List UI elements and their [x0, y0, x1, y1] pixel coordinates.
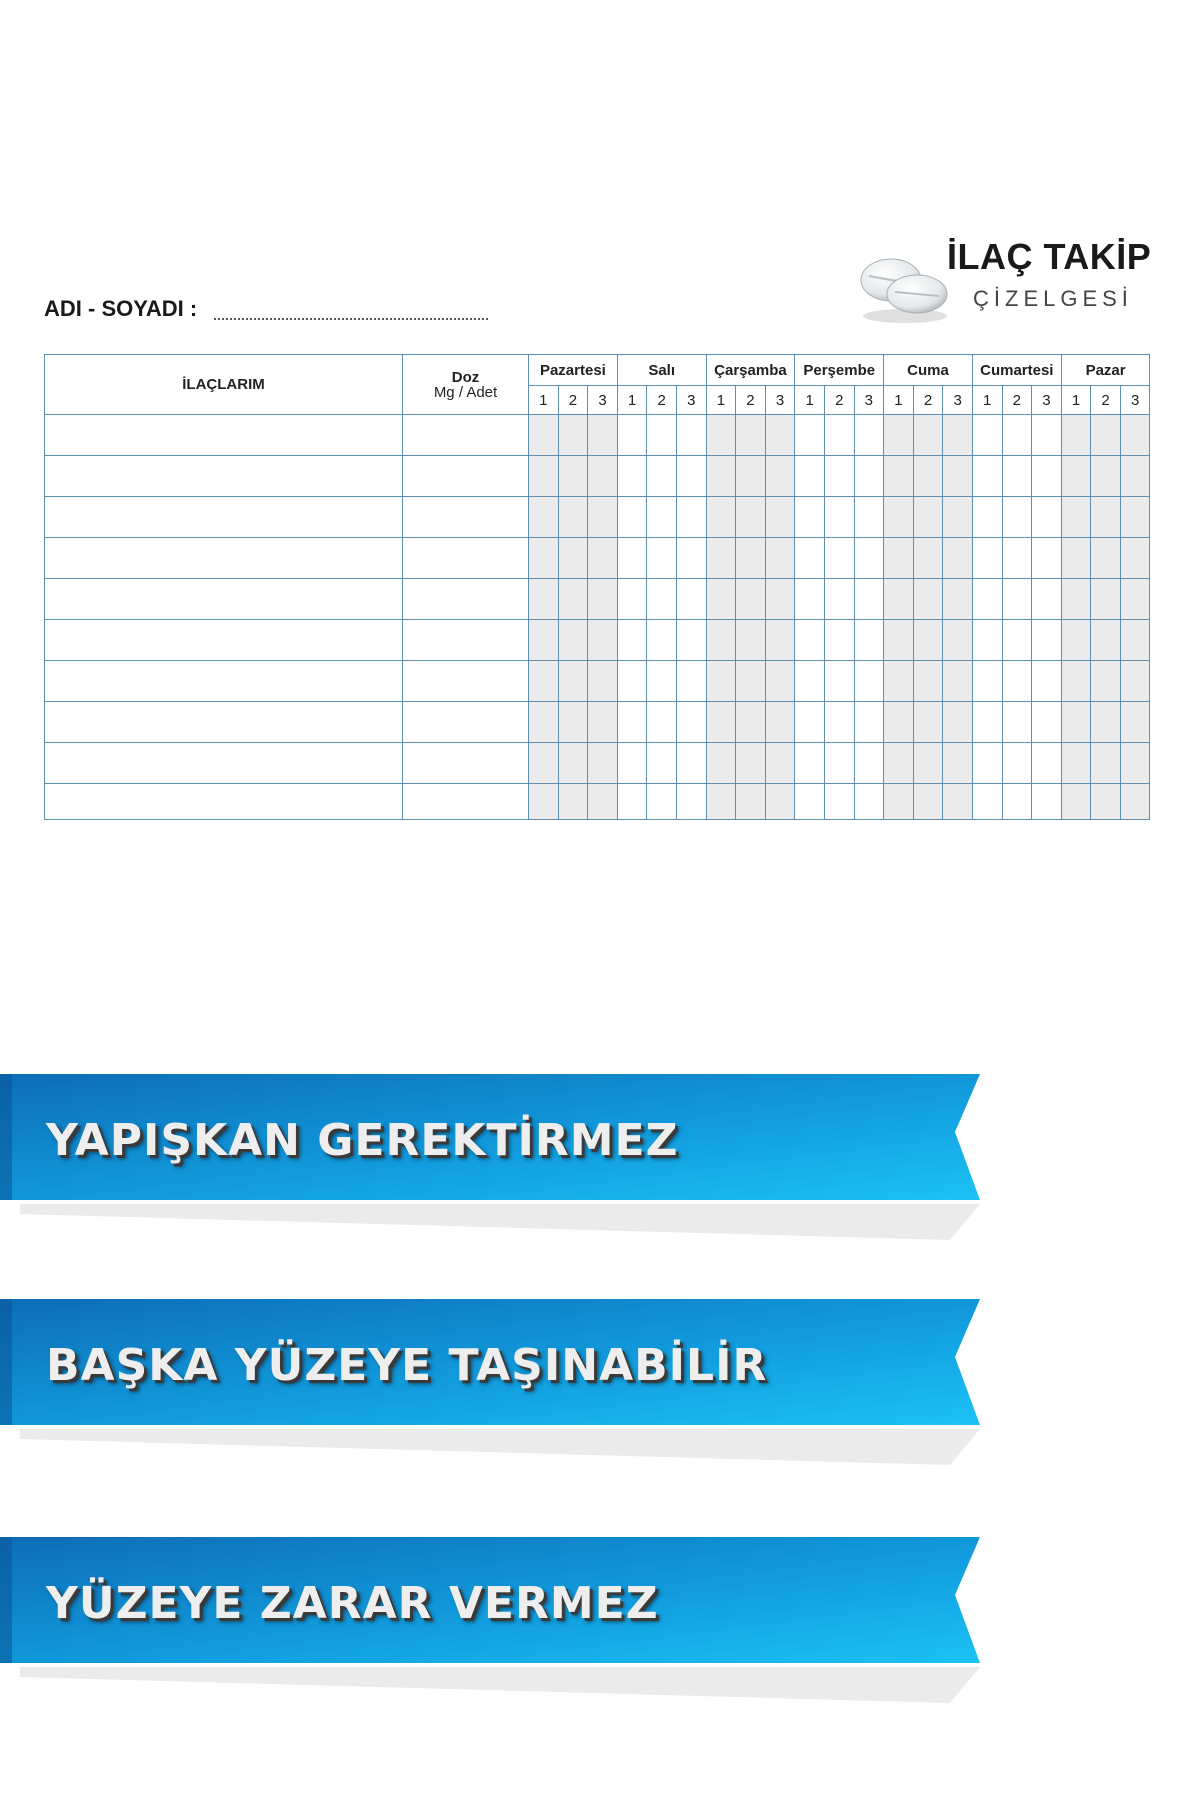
- check-cell[interactable]: [676, 415, 706, 456]
- check-cell[interactable]: [1032, 497, 1062, 538]
- day-header: Cuma: [884, 355, 973, 386]
- medicine-cell[interactable]: [45, 415, 403, 456]
- check-cell[interactable]: [824, 702, 854, 743]
- check-cell[interactable]: [736, 497, 766, 538]
- check-cell[interactable]: [1120, 661, 1150, 702]
- check-cell[interactable]: [617, 415, 647, 456]
- check-cell[interactable]: [824, 661, 854, 702]
- check-cell[interactable]: [588, 661, 618, 702]
- check-cell[interactable]: [617, 743, 647, 784]
- check-cell[interactable]: [529, 702, 559, 743]
- medicine-cell[interactable]: [45, 702, 403, 743]
- check-cell[interactable]: [854, 456, 884, 497]
- check-cell[interactable]: [1032, 456, 1062, 497]
- check-cell[interactable]: [795, 743, 825, 784]
- check-cell[interactable]: [943, 579, 973, 620]
- check-cell[interactable]: [706, 456, 736, 497]
- check-cell[interactable]: [765, 661, 795, 702]
- check-cell[interactable]: [736, 620, 766, 661]
- check-cell[interactable]: [529, 497, 559, 538]
- check-cell[interactable]: [588, 538, 618, 579]
- check-cell[interactable]: [854, 579, 884, 620]
- check-cell[interactable]: [972, 538, 1002, 579]
- check-cell[interactable]: [529, 620, 559, 661]
- check-cell[interactable]: [913, 784, 943, 820]
- check-cell[interactable]: [647, 456, 677, 497]
- slot-header: 2: [736, 386, 766, 415]
- check-cell[interactable]: [972, 661, 1002, 702]
- banner-shadow-3: [20, 1667, 980, 1707]
- check-cell[interactable]: [558, 497, 588, 538]
- check-cell[interactable]: [795, 538, 825, 579]
- check-cell[interactable]: [647, 743, 677, 784]
- check-cell[interactable]: [1002, 743, 1032, 784]
- slot-header: 2: [1002, 386, 1032, 415]
- slot-header: 1: [972, 386, 1002, 415]
- check-cell[interactable]: [1002, 661, 1032, 702]
- check-cell[interactable]: [765, 456, 795, 497]
- check-cell[interactable]: [884, 538, 914, 579]
- check-cell[interactable]: [795, 784, 825, 820]
- check-cell[interactable]: [617, 579, 647, 620]
- medication-chart: [44, 354, 1150, 820]
- check-cell[interactable]: [1061, 456, 1091, 497]
- check-cell[interactable]: [647, 702, 677, 743]
- check-cell[interactable]: [913, 415, 943, 456]
- check-cell[interactable]: [676, 784, 706, 820]
- slot-header: 3: [854, 386, 884, 415]
- check-cell[interactable]: [1091, 620, 1121, 661]
- check-cell[interactable]: [1061, 702, 1091, 743]
- check-cell[interactable]: [972, 784, 1002, 820]
- slot-header: 2: [647, 386, 677, 415]
- check-cell[interactable]: [765, 620, 795, 661]
- slot-header: 1: [1061, 386, 1091, 415]
- slot-header: 3: [588, 386, 618, 415]
- check-cell[interactable]: [1032, 415, 1062, 456]
- check-cell[interactable]: [1061, 415, 1091, 456]
- banner-text-3: YÜZEYE ZARAR VERMEZ: [46, 1578, 659, 1629]
- check-cell[interactable]: [558, 579, 588, 620]
- day-header: Pazar: [1061, 355, 1150, 386]
- check-cell[interactable]: [736, 702, 766, 743]
- check-cell[interactable]: [706, 579, 736, 620]
- check-cell[interactable]: [1061, 497, 1091, 538]
- check-cell[interactable]: [1002, 538, 1032, 579]
- pill-tablets-icon: [855, 246, 955, 326]
- check-cell[interactable]: [1120, 702, 1150, 743]
- check-cell[interactable]: [884, 497, 914, 538]
- slot-header: 2: [913, 386, 943, 415]
- check-cell[interactable]: [617, 497, 647, 538]
- check-cell[interactable]: [884, 661, 914, 702]
- check-cell[interactable]: [676, 497, 706, 538]
- check-cell[interactable]: [647, 497, 677, 538]
- check-cell[interactable]: [943, 538, 973, 579]
- dose-header-top: Doz: [451, 368, 480, 386]
- check-cell[interactable]: [558, 620, 588, 661]
- check-cell[interactable]: [824, 743, 854, 784]
- check-cell[interactable]: [824, 497, 854, 538]
- slot-header: 2: [824, 386, 854, 415]
- banner-text-1: YAPIŞKAN GEREKTİRMEZ: [46, 1115, 679, 1166]
- check-cell[interactable]: [588, 456, 618, 497]
- check-cell[interactable]: [884, 456, 914, 497]
- check-cell[interactable]: [1032, 784, 1062, 820]
- medicine-cell[interactable]: [45, 579, 403, 620]
- check-cell[interactable]: [1091, 702, 1121, 743]
- dose-cell[interactable]: [403, 620, 529, 661]
- check-cell[interactable]: [558, 538, 588, 579]
- check-cell[interactable]: [1002, 415, 1032, 456]
- check-cell[interactable]: [529, 661, 559, 702]
- check-cell[interactable]: [647, 784, 677, 820]
- check-cell[interactable]: [736, 743, 766, 784]
- check-cell[interactable]: [1002, 784, 1032, 820]
- check-cell[interactable]: [854, 497, 884, 538]
- dose-cell[interactable]: [403, 784, 529, 820]
- slot-header: 2: [558, 386, 588, 415]
- check-cell[interactable]: [1091, 579, 1121, 620]
- check-cell[interactable]: [854, 620, 884, 661]
- slot-header: 1: [617, 386, 647, 415]
- check-cell[interactable]: [529, 538, 559, 579]
- medication-row: [45, 415, 1150, 456]
- dose-cell[interactable]: [403, 661, 529, 702]
- dose-cell[interactable]: [403, 456, 529, 497]
- slot-header: 1: [529, 386, 559, 415]
- check-cell[interactable]: [1061, 620, 1091, 661]
- check-cell[interactable]: [617, 702, 647, 743]
- dose-cell[interactable]: [403, 702, 529, 743]
- banner-no-adhesive: [0, 1072, 980, 1202]
- check-cell[interactable]: [1120, 497, 1150, 538]
- check-cell[interactable]: [617, 661, 647, 702]
- medication-row: [45, 702, 1150, 743]
- check-cell[interactable]: [765, 784, 795, 820]
- check-cell[interactable]: [1032, 538, 1062, 579]
- check-cell[interactable]: [706, 743, 736, 784]
- check-cell[interactable]: [676, 538, 706, 579]
- check-cell[interactable]: [736, 661, 766, 702]
- check-cell[interactable]: [676, 620, 706, 661]
- check-cell[interactable]: [706, 538, 736, 579]
- check-cell[interactable]: [824, 538, 854, 579]
- slot-header: 1: [884, 386, 914, 415]
- day-header: Çarşamba: [706, 355, 795, 386]
- check-cell[interactable]: [588, 743, 618, 784]
- day-header: Cumartesi: [972, 355, 1061, 386]
- medicine-cell[interactable]: [45, 661, 403, 702]
- dose-header-bottom: Mg / Adet: [433, 383, 498, 401]
- check-cell[interactable]: [588, 784, 618, 820]
- check-cell[interactable]: [1091, 661, 1121, 702]
- check-cell[interactable]: [884, 579, 914, 620]
- check-cell[interactable]: [854, 538, 884, 579]
- check-cell[interactable]: [943, 661, 973, 702]
- check-cell[interactable]: [824, 415, 854, 456]
- check-cell[interactable]: [588, 620, 618, 661]
- check-cell[interactable]: [765, 497, 795, 538]
- check-cell[interactable]: [854, 743, 884, 784]
- medicine-cell[interactable]: [45, 620, 403, 661]
- check-cell[interactable]: [1091, 743, 1121, 784]
- check-cell[interactable]: [824, 784, 854, 820]
- check-cell[interactable]: [943, 702, 973, 743]
- dose-header: [403, 355, 529, 415]
- check-cell[interactable]: [736, 579, 766, 620]
- day-header: Perşembe: [795, 355, 884, 386]
- check-cell[interactable]: [1061, 538, 1091, 579]
- check-cell[interactable]: [1120, 743, 1150, 784]
- check-cell[interactable]: [1061, 579, 1091, 620]
- check-cell[interactable]: [943, 620, 973, 661]
- medicine-cell[interactable]: [45, 497, 403, 538]
- medicine-cell[interactable]: [45, 456, 403, 497]
- check-cell[interactable]: [913, 579, 943, 620]
- check-cell[interactable]: [529, 415, 559, 456]
- medication-row: [45, 620, 1150, 661]
- check-cell[interactable]: [1061, 743, 1091, 784]
- check-cell[interactable]: [676, 702, 706, 743]
- check-cell[interactable]: [676, 743, 706, 784]
- check-cell[interactable]: [1091, 456, 1121, 497]
- check-cell[interactable]: [1032, 579, 1062, 620]
- check-cell[interactable]: [765, 415, 795, 456]
- day-header: Salı: [617, 355, 706, 386]
- check-cell[interactable]: [765, 702, 795, 743]
- check-cell[interactable]: [736, 456, 766, 497]
- check-cell[interactable]: [884, 620, 914, 661]
- check-cell[interactable]: [706, 620, 736, 661]
- day-header: Pazartesi: [529, 355, 618, 386]
- check-cell[interactable]: [558, 415, 588, 456]
- check-cell[interactable]: [1091, 538, 1121, 579]
- check-cell[interactable]: [913, 702, 943, 743]
- name-label: ADI - SOYADI :: [44, 296, 198, 321]
- check-cell[interactable]: [1032, 743, 1062, 784]
- slot-header: 3: [943, 386, 973, 415]
- check-cell[interactable]: [1091, 784, 1121, 820]
- check-cell[interactable]: [854, 661, 884, 702]
- check-cell[interactable]: [884, 702, 914, 743]
- dose-cell[interactable]: [403, 579, 529, 620]
- check-cell[interactable]: [1091, 415, 1121, 456]
- check-cell[interactable]: [1120, 620, 1150, 661]
- dose-cell[interactable]: [403, 743, 529, 784]
- check-cell[interactable]: [736, 415, 766, 456]
- check-cell[interactable]: [588, 579, 618, 620]
- check-cell[interactable]: [824, 456, 854, 497]
- banner-movable: [0, 1297, 980, 1427]
- chart-header-row: [45, 355, 1150, 386]
- slot-header: 1: [795, 386, 825, 415]
- medicine-cell[interactable]: [45, 784, 403, 820]
- check-cell[interactable]: [617, 784, 647, 820]
- check-cell[interactable]: [1061, 784, 1091, 820]
- check-cell[interactable]: [1120, 415, 1150, 456]
- check-cell[interactable]: [943, 784, 973, 820]
- check-cell[interactable]: [529, 579, 559, 620]
- check-cell[interactable]: [676, 579, 706, 620]
- check-cell[interactable]: [1120, 538, 1150, 579]
- brand-subtitle: ÇİZELGESİ: [973, 286, 1133, 311]
- check-cell[interactable]: [795, 456, 825, 497]
- medication-row: [45, 456, 1150, 497]
- check-cell[interactable]: [588, 702, 618, 743]
- check-cell[interactable]: [824, 620, 854, 661]
- check-cell[interactable]: [1120, 784, 1150, 820]
- brand-block: [855, 236, 1175, 336]
- check-cell[interactable]: [529, 743, 559, 784]
- medicine-cell[interactable]: [45, 538, 403, 579]
- check-cell[interactable]: [913, 661, 943, 702]
- check-cell[interactable]: [647, 415, 677, 456]
- check-cell[interactable]: [795, 620, 825, 661]
- check-cell[interactable]: [1002, 702, 1032, 743]
- brand-title: İLAÇ TAKİP: [947, 236, 1152, 277]
- check-cell[interactable]: [706, 497, 736, 538]
- medication-row: [45, 497, 1150, 538]
- slot-header: 3: [676, 386, 706, 415]
- check-cell[interactable]: [972, 456, 1002, 497]
- check-cell[interactable]: [972, 620, 1002, 661]
- slot-header: 3: [1032, 386, 1062, 415]
- check-cell[interactable]: [1002, 579, 1032, 620]
- name-field-line[interactable]: [214, 318, 488, 320]
- banner-shadow-2: [20, 1429, 980, 1469]
- medication-row: [45, 661, 1150, 702]
- slot-header: 2: [1091, 386, 1121, 415]
- medication-row: [45, 784, 1150, 820]
- slot-header: 3: [765, 386, 795, 415]
- check-cell[interactable]: [854, 415, 884, 456]
- check-cell[interactable]: [1002, 497, 1032, 538]
- check-cell[interactable]: [972, 743, 1002, 784]
- check-cell[interactable]: [706, 415, 736, 456]
- check-cell[interactable]: [617, 456, 647, 497]
- check-cell[interactable]: [617, 538, 647, 579]
- check-cell[interactable]: [617, 620, 647, 661]
- medicine-cell[interactable]: [45, 743, 403, 784]
- check-cell[interactable]: [913, 620, 943, 661]
- slot-header: 1: [706, 386, 736, 415]
- check-cell[interactable]: [647, 620, 677, 661]
- slot-header: 3: [1120, 386, 1150, 415]
- check-cell[interactable]: [676, 456, 706, 497]
- check-cell[interactable]: [588, 415, 618, 456]
- check-cell[interactable]: [706, 661, 736, 702]
- check-cell[interactable]: [972, 415, 1002, 456]
- check-cell[interactable]: [736, 538, 766, 579]
- check-cell[interactable]: [913, 456, 943, 497]
- check-cell[interactable]: [1032, 702, 1062, 743]
- check-cell[interactable]: [558, 743, 588, 784]
- check-cell[interactable]: [943, 456, 973, 497]
- check-cell[interactable]: [736, 784, 766, 820]
- check-cell[interactable]: [913, 538, 943, 579]
- check-cell[interactable]: [854, 784, 884, 820]
- check-cell[interactable]: [913, 497, 943, 538]
- check-cell[interactable]: [1091, 497, 1121, 538]
- check-cell[interactable]: [854, 702, 884, 743]
- banner-shadow-1: [20, 1204, 980, 1244]
- check-cell[interactable]: [972, 702, 1002, 743]
- check-cell[interactable]: [647, 538, 677, 579]
- check-cell[interactable]: [1032, 661, 1062, 702]
- check-cell[interactable]: [795, 415, 825, 456]
- check-cell[interactable]: [795, 661, 825, 702]
- check-cell[interactable]: [588, 497, 618, 538]
- check-cell[interactable]: [884, 743, 914, 784]
- banner-text-2: BAŞKA YÜZEYE TAŞINABİLİR: [46, 1340, 768, 1391]
- check-cell[interactable]: [913, 743, 943, 784]
- check-cell[interactable]: [1120, 579, 1150, 620]
- dose-cell[interactable]: [403, 538, 529, 579]
- check-cell[interactable]: [529, 456, 559, 497]
- check-cell[interactable]: [558, 784, 588, 820]
- check-cell[interactable]: [884, 415, 914, 456]
- medication-row: [45, 579, 1150, 620]
- dose-cell[interactable]: [403, 415, 529, 456]
- medication-row: [45, 743, 1150, 784]
- check-cell[interactable]: [972, 579, 1002, 620]
- check-cell[interactable]: [647, 579, 677, 620]
- banner-no-damage: [0, 1535, 980, 1665]
- check-cell[interactable]: [1002, 456, 1032, 497]
- check-cell[interactable]: [1032, 620, 1062, 661]
- check-cell[interactable]: [972, 497, 1002, 538]
- check-cell[interactable]: [529, 784, 559, 820]
- medication-row: [45, 538, 1150, 579]
- check-cell[interactable]: [1061, 661, 1091, 702]
- check-cell[interactable]: [765, 743, 795, 784]
- check-cell[interactable]: [795, 497, 825, 538]
- check-cell[interactable]: [765, 538, 795, 579]
- check-cell[interactable]: [676, 661, 706, 702]
- check-cell[interactable]: [943, 497, 973, 538]
- check-cell[interactable]: [1002, 620, 1032, 661]
- check-cell[interactable]: [558, 456, 588, 497]
- check-cell[interactable]: [706, 702, 736, 743]
- dose-cell[interactable]: [403, 497, 529, 538]
- check-cell[interactable]: [943, 415, 973, 456]
- check-cell[interactable]: [765, 579, 795, 620]
- check-cell[interactable]: [884, 784, 914, 820]
- check-cell[interactable]: [558, 702, 588, 743]
- medicine-header: İLAÇLARIM: [45, 355, 403, 415]
- check-cell[interactable]: [795, 579, 825, 620]
- check-cell[interactable]: [795, 702, 825, 743]
- check-cell[interactable]: [943, 743, 973, 784]
- check-cell[interactable]: [647, 661, 677, 702]
- check-cell[interactable]: [824, 579, 854, 620]
- check-cell[interactable]: [558, 661, 588, 702]
- check-cell[interactable]: [706, 784, 736, 820]
- check-cell[interactable]: [1120, 456, 1150, 497]
